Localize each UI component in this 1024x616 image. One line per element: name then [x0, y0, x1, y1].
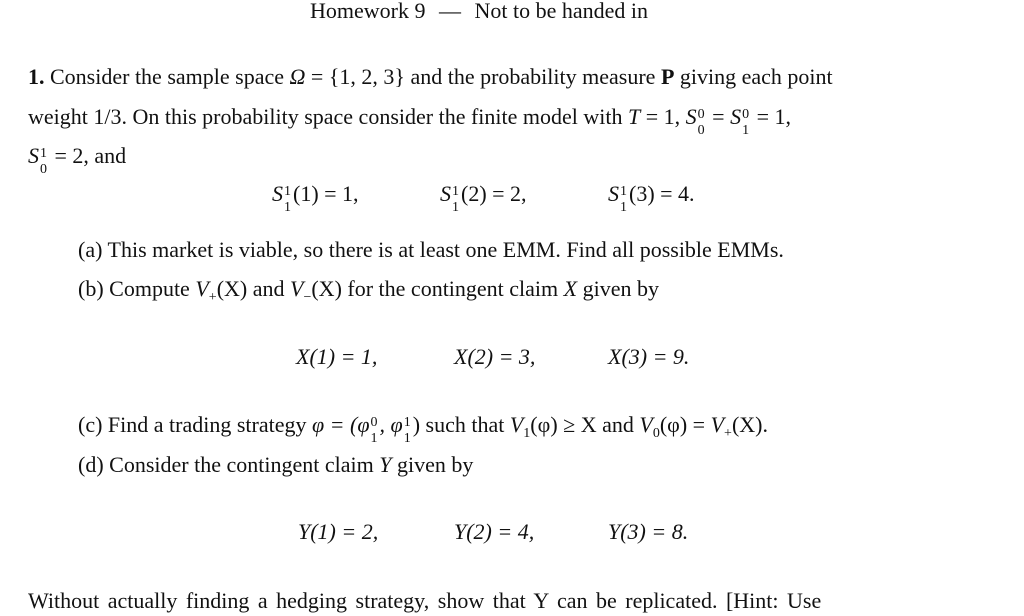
claim-x-3: X(3) = 9. [608, 344, 690, 369]
S01-symbol: S 1 0 [28, 143, 47, 177]
part-b: (b) Compute $V_+(X)$ and $V_-(X)$ for the contingent claim X given by [78, 276, 660, 305]
omega-symbol: Ω [289, 64, 306, 89]
part-a: (a) This market is viable, so there is at least one EMM. Find all possible EMMs. [78, 237, 784, 262]
T-value: = 1, [645, 104, 681, 129]
claim-y-3: Y(3) = 8. [608, 519, 689, 544]
T-symbol: T [628, 104, 641, 129]
intro-set: = {1, 2, 3} and the probability measure [310, 64, 656, 89]
stock-equation-1: S 1 1 (1) = 1, [272, 181, 359, 215]
S10-value: = 1, [756, 104, 792, 129]
S01-value: = 2, and [54, 143, 127, 168]
S00-value: = [712, 104, 725, 129]
problem-line-3 [28, 143, 127, 177]
header-title: Homework 9 [310, 0, 426, 23]
claim-x-2: X(2) = 3, [454, 344, 536, 369]
header-subtitle: Not to be handed in [474, 0, 649, 23]
problem-line-2 [28, 104, 792, 138]
part-d: (d) Consider the contingent claim Y given by [78, 452, 474, 477]
claim-x-1: X(1) = 1, [296, 344, 378, 369]
S10-symbol: S 0 1 [730, 104, 750, 138]
intro-text-b: giving each point [679, 64, 833, 89]
header-dash: — [438, 0, 461, 23]
part-c: (c) Find a trading strategy φ = (φ 0 1 , φ 1 1 ) such that $V_1(\varphi) \ge X$ and $V_0(\varphi) = V_+(X)$. [78, 412, 768, 446]
problem-line-1 [28, 64, 833, 90]
intro-text-a: Consider the sample space [50, 64, 284, 89]
page-header [310, 0, 648, 24]
problem-number: 1. [28, 64, 45, 89]
S00-symbol: S 0 0 [685, 104, 705, 138]
claim-y-2: Y(2) = 4, [454, 519, 535, 544]
claim-y-1: Y(1) = 2, [298, 519, 379, 544]
prob-measure-symbol: P [660, 64, 675, 89]
stock-equation-3: S 1 1 (3) = 4. [608, 181, 695, 215]
stock-equation-2: S 1 1 (2) = 2, [440, 181, 527, 215]
last-line: Without actually finding a hedging strategy, show that Y can be replicated. [Hint: Use [28, 588, 822, 613]
line2-text: weight 1/3. On this probability space consider the finite model with [28, 104, 623, 129]
